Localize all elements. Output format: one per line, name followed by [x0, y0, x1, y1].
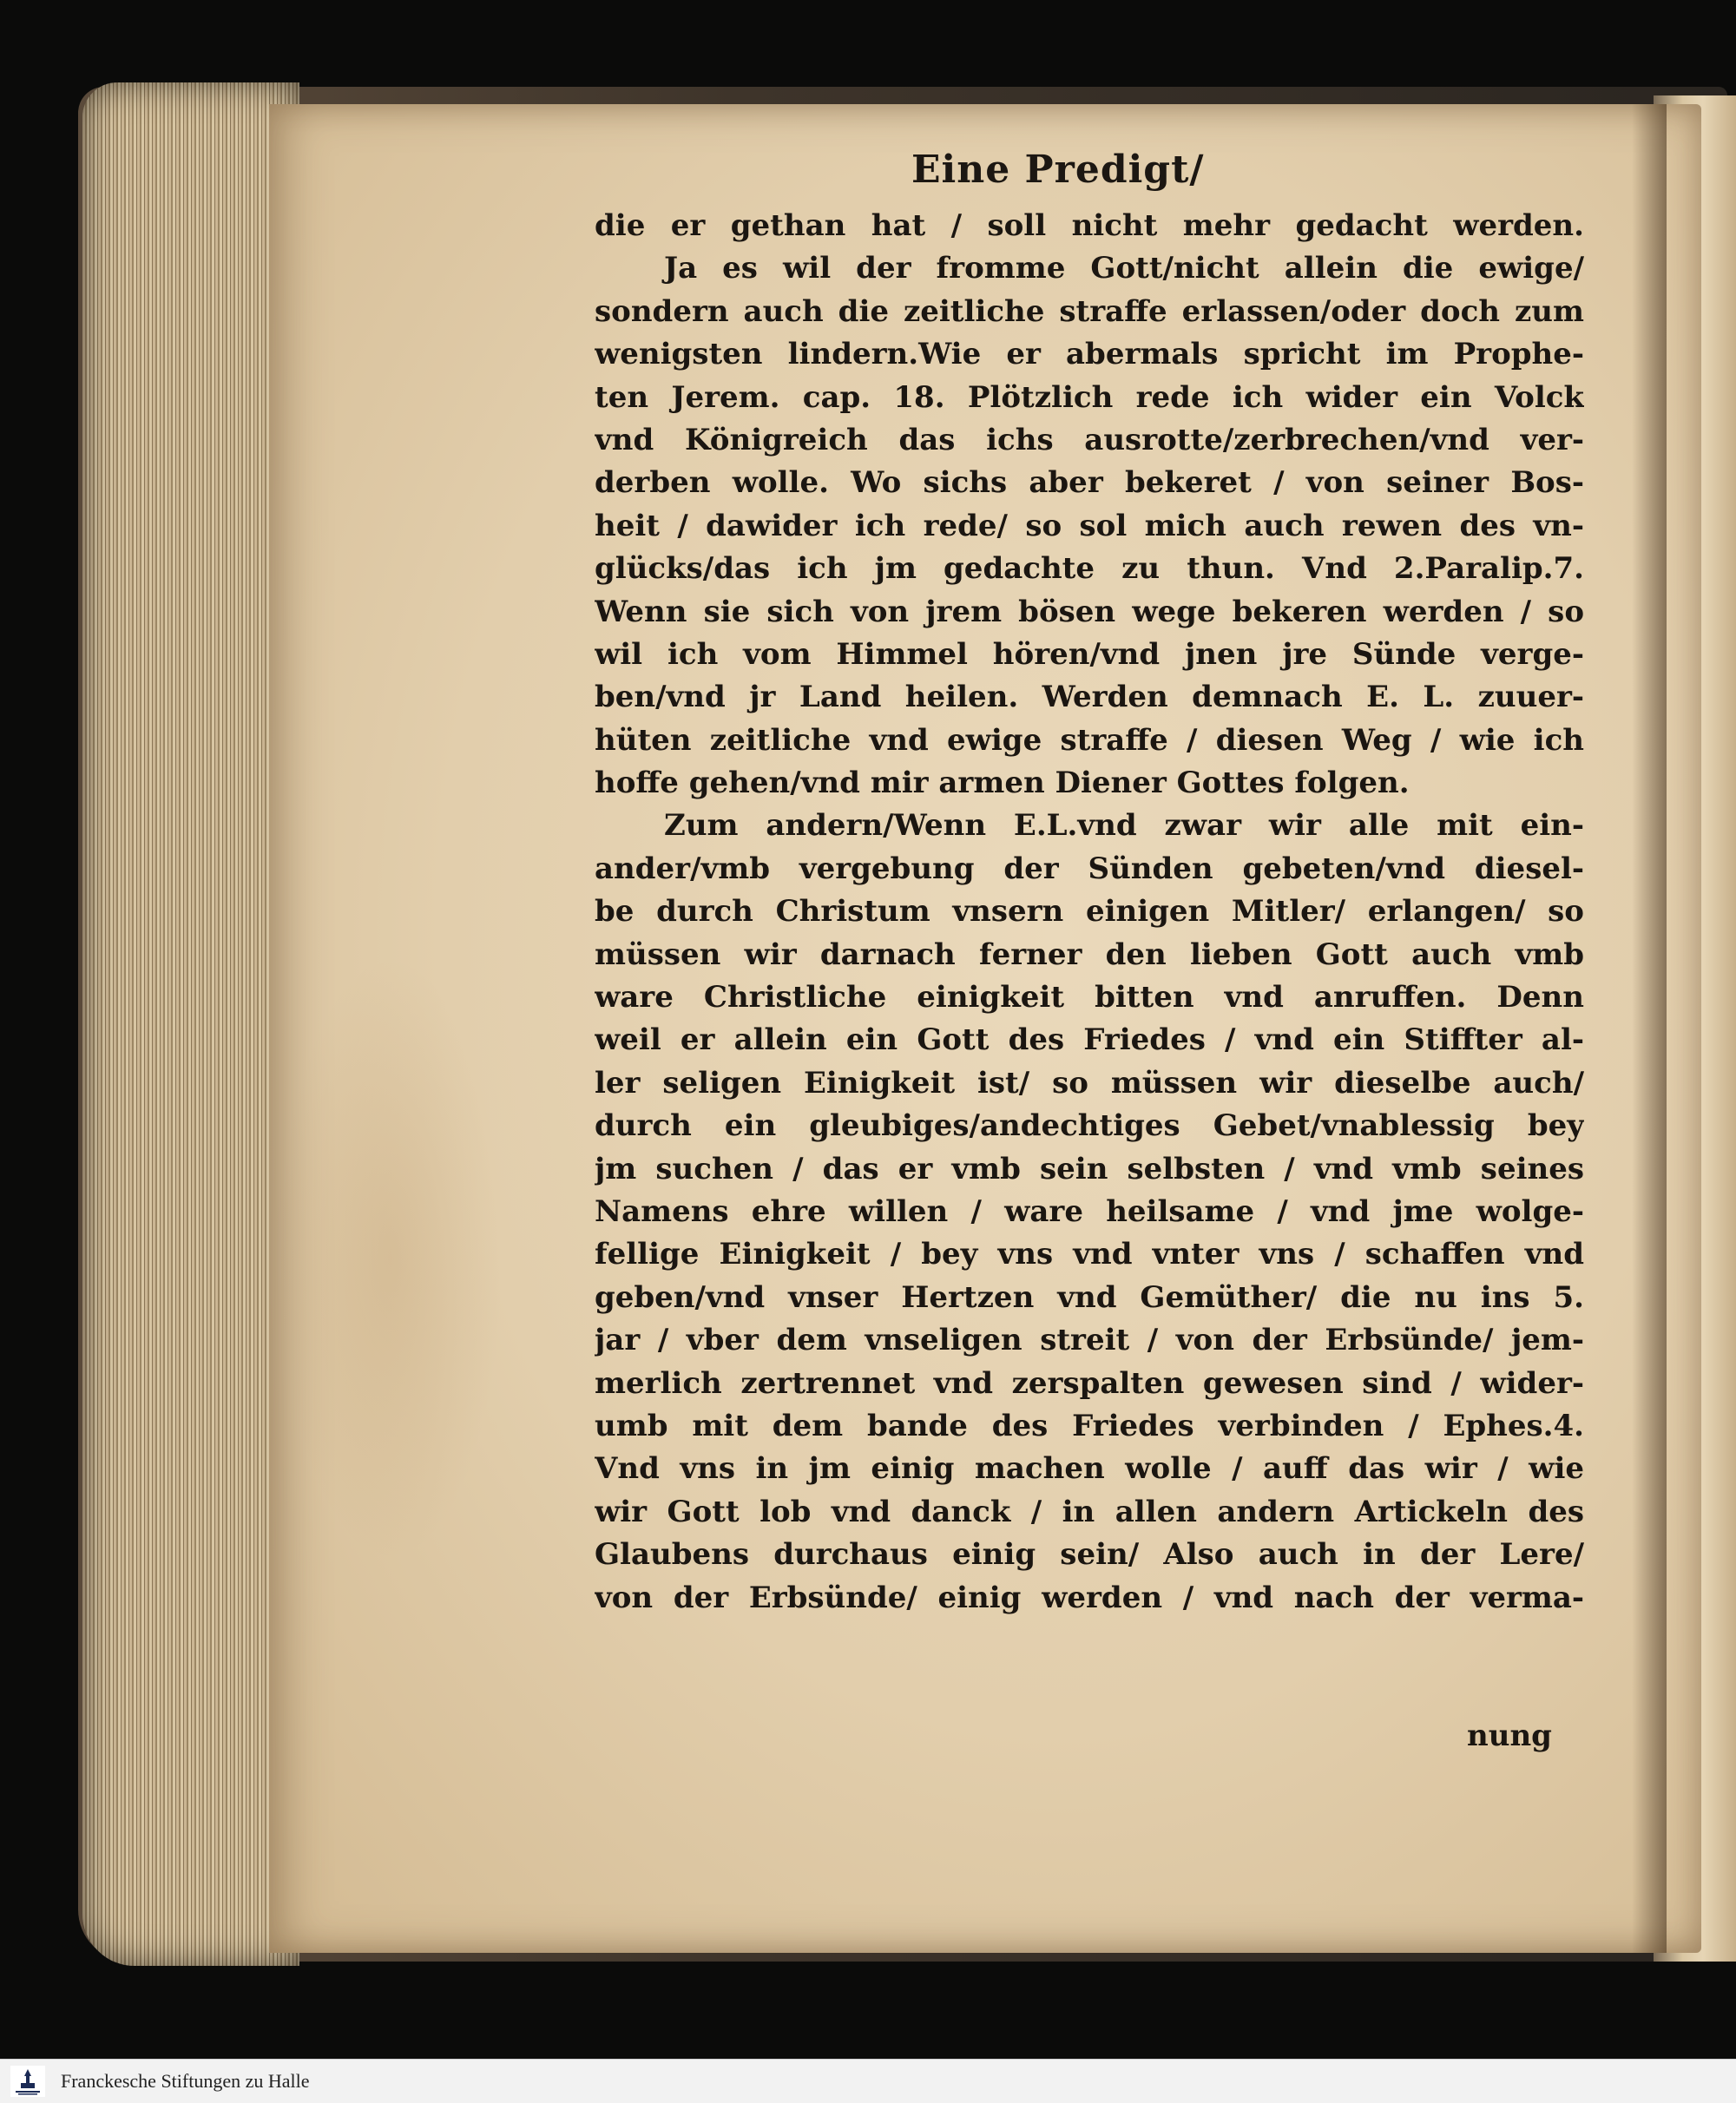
text-line: glücks/das ich jm gedachte zu thun. Vnd 2.Paralip.7. [595, 551, 1584, 587]
institution-name: Franckesche Stiftungen zu Halle [61, 2070, 310, 2092]
page-edges [82, 82, 299, 1966]
text-line: wenigsten lindern.Wie er abermals spricht im Prophe- [595, 337, 1584, 372]
text-line: geben/vnd vnser Hertzen vnd Gemüther/ die nu ins 5. [595, 1279, 1584, 1315]
text-line: hüten zeitliche vnd ewige straffe / diesen Weg / wie ich [595, 722, 1584, 758]
text-line: sondern auch die zeitliche straffe erlassen/oder doch zum [595, 293, 1584, 329]
text-line: von der Erbsünde/ einig werden / vnd nach der verma- [595, 1580, 1584, 1615]
text-line: be durch Christum vnsern einigen Mitler/ erlangen/ so [595, 894, 1584, 930]
text-line: wir Gott lob vnd danck / in allen andern Artickeln des [595, 1494, 1584, 1529]
text-line: Zum andern/Wenn E.L.vnd zwar wir alle mit ein- [664, 808, 1584, 844]
text-line: ander/vmb vergebung der Sünden gebeten/vnd diesel- [595, 851, 1584, 886]
text-line: jar / vber dem vnseligen streit / von der Erbsünde/ jem- [595, 1323, 1584, 1358]
text-line: weil er allein ein Gott des Friedes / vnd ein Stiffter al- [595, 1022, 1584, 1058]
text-line: Namens ehre willen / ware heilsame / vnd jme wolge- [595, 1193, 1584, 1229]
text-line: heit / dawider ich rede/ so sol mich auch rewen des vn- [595, 508, 1584, 543]
footer-bar [0, 2059, 1736, 2103]
text-line: hoffe gehen/vnd mir armen Diener Gottes folgen. [595, 766, 1410, 801]
page-stain [278, 955, 503, 1562]
text-line: ler seligen Einigkeit ist/ so müssen wir dieselbe auch/ [595, 1065, 1584, 1101]
body-text [595, 205, 1584, 1620]
text-line: fellige Einigkeit / bey vns vnd vnter vns / schaffen vnd [595, 1237, 1584, 1272]
franckesche-logo-icon [10, 2066, 45, 2097]
text-line: müssen wir darnach ferner den lieben Gott auch vmb [595, 936, 1584, 972]
running-head: Eine Predigt/ [911, 148, 1205, 192]
text-line: die er gethan hat / soll nicht mehr gedacht werden. [595, 208, 1584, 243]
gutter-shadow [1632, 104, 1667, 1953]
text-line: durch ein gleubiges/andechtiges Gebet/vnablessig bey [595, 1108, 1584, 1144]
text-line: Vnd vns in jm einig machen wolle / auff das wir / wie [595, 1451, 1584, 1487]
text-line: Ja es wil der fromme Gott/nicht allein die ewige/ [664, 251, 1584, 286]
text-line: derben wolle. Wo sichs aber bekeret / von seiner Bos- [595, 465, 1584, 501]
text-line: ten Jerem. cap. 18. Plötzlich rede ich wider ein Volck [595, 379, 1584, 415]
text-line: wil ich vom Himmel hören/vnd jnen jre Sünde verge- [595, 636, 1584, 672]
text-line: merlich zertrennet vnd zerspalten gewesen sind / wider- [595, 1365, 1584, 1401]
catchword: nung [1467, 1719, 1552, 1753]
text-line: ware Christliche einigkeit bitten vnd anruffen. Denn [595, 980, 1584, 1015]
text-line: umb mit dem bande des Friedes verbinden / Ephes.4. [595, 1408, 1584, 1443]
text-line: jm suchen / das er vmb sein selbsten / vnd vmb seines [595, 1151, 1584, 1186]
text-line: Glaubens durchaus einig sein/ Also auch in der Lere/ [595, 1537, 1584, 1573]
text-line: vnd Königreich das ichs ausrotte/zerbrechen/vnd ver- [595, 422, 1584, 457]
text-line: ben/vnd jr Land heilen. Werden demnach E. L. zuuer- [595, 680, 1584, 715]
text-line: Wenn sie sich von jrem bösen wege bekeren werden / so [595, 594, 1584, 629]
